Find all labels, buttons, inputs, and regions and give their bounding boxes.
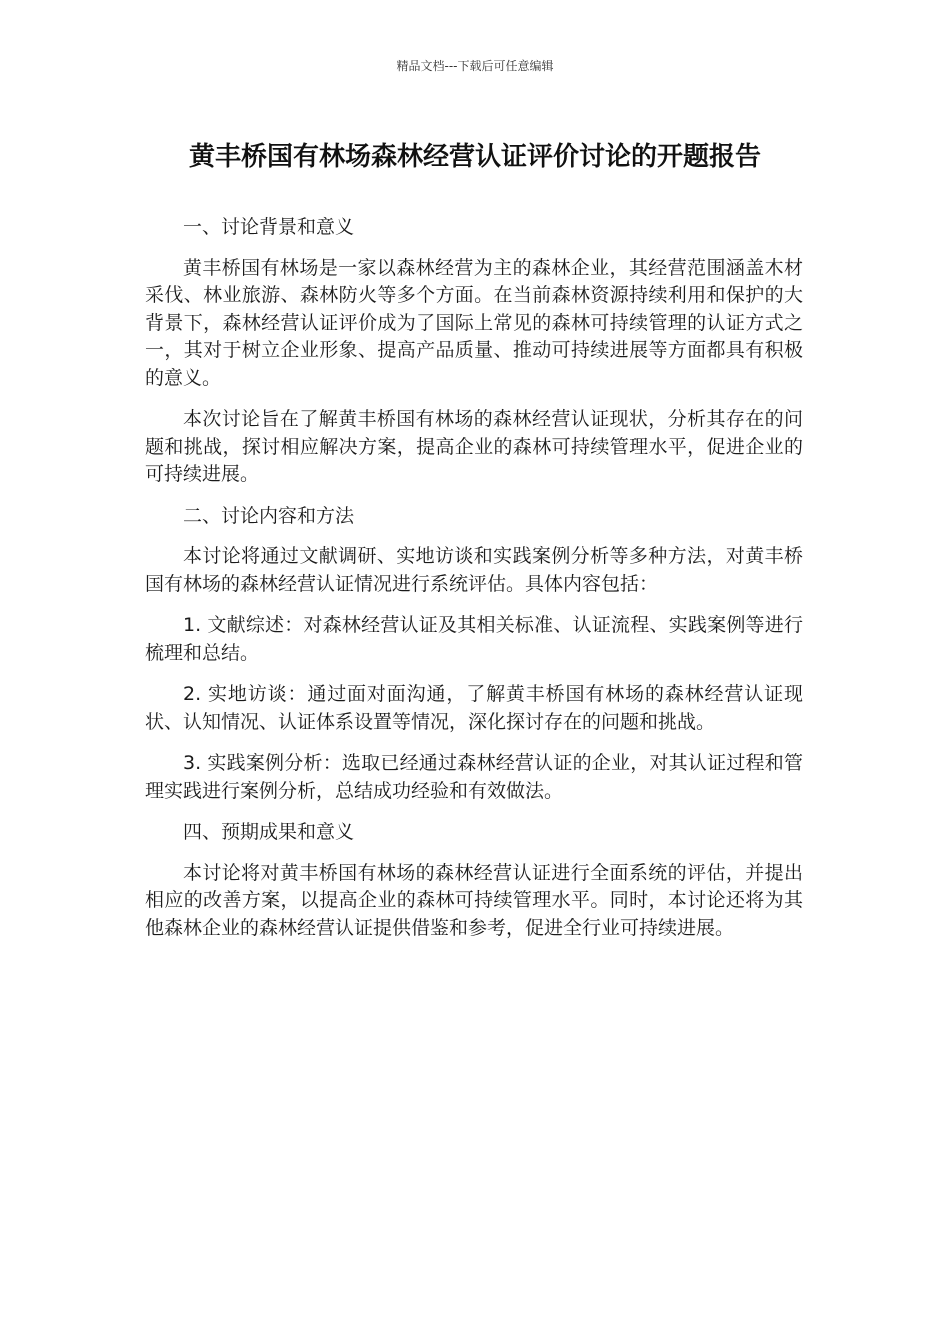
list-item-literature-review: 1. 文献综述：对森林经营认证及其相关标准、认证流程、实践案例等进行梳理和总结。: [145, 614, 803, 664]
list-item-field-interview: 2. 实地访谈：通过面对面沟通，了解黄丰桥国有林场的森林经营认证现状、认知情况、认证体系设置等情况，深化探讨存在的问题和挑战。: [145, 683, 803, 733]
paragraph-method-overview: 本讨论将通过文献调研、实地访谈和实践案例分析等多种方法，对黄丰桥国有林场的森林经营认证情况进行系统评估。具体内容包括：: [145, 545, 803, 595]
section-heading-background: 一、讨论背景和意义: [183, 216, 355, 238]
document-title: 黄丰桥国有林场森林经营认证评价讨论的开题报告: [188, 142, 761, 172]
paragraph-intro: 黄丰桥国有林场是一家以森林经营为主的森林企业，其经营范围涵盖木材采伐、林业旅游、森林防火等多个方面。在当前森林资源持续利用和保护的大背景下，森林经营认证评价成为了国际上常见的森林可持续管理的认证方式之一，其对于树立企业形象、提高产品质量、推动可持续进展等方面都具有积极的意义。: [145, 256, 803, 389]
section-heading-content-method: 二、讨论内容和方法: [183, 504, 355, 527]
header-note: 精品文档---下载后可任意编辑: [396, 59, 554, 73]
section-heading-expected-results: 四、预期成果和意义: [183, 821, 355, 843]
paragraph-purpose: 本次讨论旨在了解黄丰桥国有林场的森林经营认证现状，分析其存在的问题和挑战，探讨相应解决方案，提高企业的森林可持续管理水平，促进企业的可持续进展。: [145, 408, 803, 485]
document-body: [145, 214, 803, 956]
list-item-case-analysis: 3. 实践案例分析：选取已经通过森林经营认证的企业，对其认证过程和管理实践进行案例分析，总结成功经验和有效做法。: [145, 752, 803, 802]
paragraph-expected-results: 本讨论将对黄丰桥国有林场的森林经营认证进行全面系统的评估，并提出相应的改善方案，以提高企业的森林可持续管理水平。同时，本讨论还将为其他森林企业的森林经营认证提供借鉴和参考，促进全行业可持续进展。: [145, 861, 803, 939]
